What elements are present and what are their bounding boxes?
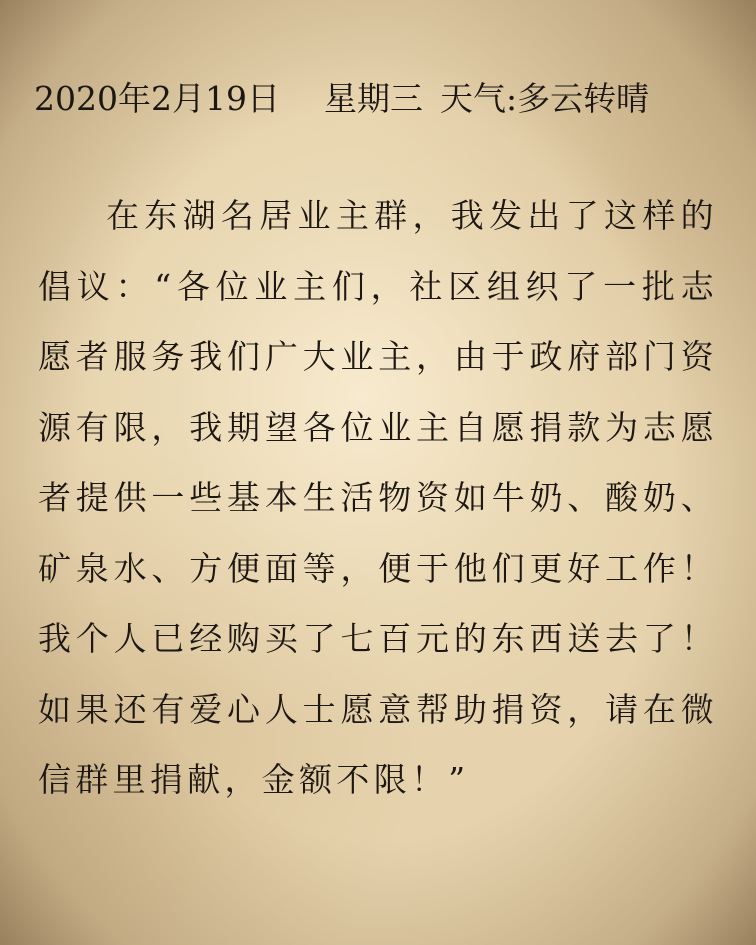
diary-date: 2020年2月19日 bbox=[34, 79, 280, 118]
diary-weather: 天气:多云转晴 bbox=[440, 79, 650, 118]
diary-entry-text: 在东湖名居业主群，我发出了这样的倡议：“各位业主们，社区组织了一批志愿者服务我们广大业主，由于政府部门资源有限，我期望各位业主自愿捐款为志愿者提供一些基本生活物资如牛奶、酸奶、矿泉水、方便面等，便于他们更好工作！我个人已经购买了七百元的东西送去了！如果还有爱心人士愿意帮助捐资，请在微信群里捐献，金额不限！” bbox=[38, 196, 718, 799]
diary-weekday: 星期三 bbox=[324, 79, 423, 118]
diary-header bbox=[34, 74, 724, 124]
